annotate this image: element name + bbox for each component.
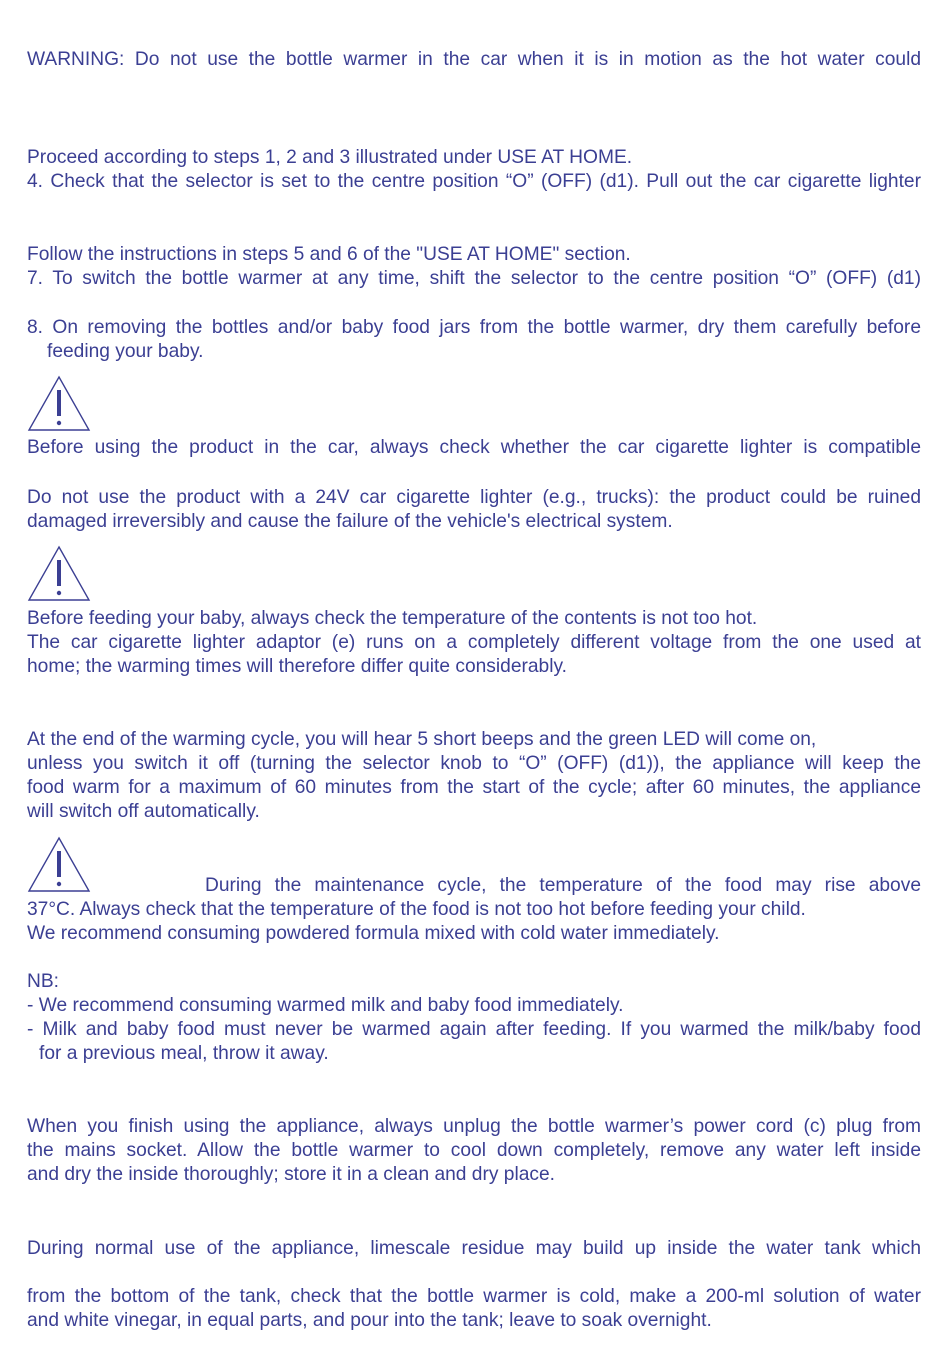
end-cycle-text-3: food warm for a maximum of 60 minutes from the start of the cycle; after 60 minutes, the appliance: [27, 777, 921, 798]
step-8-text: 8. On removing the bottles and/or baby food jars from the bottle warmer, dry them carefully before: [27, 317, 921, 338]
warning-car-motion: WARNING: Do not use the bottle warmer in the car when it is in motion as the hot water could: [27, 49, 921, 70]
no-24v-text-cont: damaged irreversibly and cause the failure of the vehicle's electrical system.: [27, 511, 673, 532]
warning-triangle-icon: [26, 374, 92, 432]
end-cycle-text-2: unless you switch it off (turning the selector knob to “O” (OFF) (d1)), the appliance will keep the: [27, 753, 921, 774]
proceed-steps-text: Proceed according to steps 1, 2 and 3 illustrated under USE AT HOME.: [27, 147, 633, 168]
finish-using-text-2: the mains socket. Allow the bottle warmer to cool down completely, remove any water left inside: [27, 1140, 921, 1161]
finish-using-text-3: and dry the inside thoroughly; store it in a clean and dry place.: [27, 1164, 555, 1185]
nb-item-2-cont: for a previous meal, throw it away.: [39, 1043, 329, 1064]
finish-using-text: When you finish using the appliance, always unplug the bottle warmer’s power cord (c) plug from: [27, 1116, 921, 1137]
nb-heading: NB:: [27, 971, 59, 992]
limescale-text: During normal use of the appliance, limescale residue may build up inside the water tank which: [27, 1238, 921, 1259]
adaptor-voltage-text-cont: home; the warming times will therefore differ quite considerably.: [27, 656, 567, 677]
step-8-text-cont: feeding your baby.: [47, 341, 204, 362]
vinegar-solution-text: from the bottom of the tank, check that the bottle warmer is cold, make a 200-ml solution of water: [27, 1286, 921, 1307]
nb-item-1: - We recommend consuming warmed milk and baby food immediately.: [27, 995, 624, 1016]
maintenance-cycle-text: During the maintenance cycle, the temperature of the food may rise above: [205, 875, 921, 896]
no-24v-text: Do not use the product with a 24V car cigarette lighter (e.g., trucks): the product could be ruined: [27, 487, 921, 508]
follow-instructions-text: Follow the instructions in steps 5 and 6 of the "USE AT HOME" section.: [27, 244, 631, 265]
warning-triangle-icon: [26, 544, 92, 602]
vinegar-solution-text-2: and white vinegar, in equal parts, and pour into the tank; leave to soak overnight.: [27, 1310, 712, 1331]
before-using-car-text: Before using the product in the car, always check whether the car cigarette lighter is compatible: [27, 437, 921, 458]
warning-triangle-icon: [26, 835, 92, 893]
maintenance-cycle-text-2: 37°C. Always check that the temperature of the food is not too hot before feeding your child.: [27, 899, 806, 920]
step-7-text: 7. To switch the bottle warmer at any time, shift the selector to the centre position “O” (OFF) (d1): [27, 268, 921, 289]
before-feeding-text: Before feeding your baby, always check the temperature of the contents is not too hot.: [27, 608, 758, 629]
end-cycle-text-4: will switch off automatically.: [27, 801, 260, 822]
step-4-text: 4. Check that the selector is set to the centre position “O” (OFF) (d1). Pull out the car cigarette lighter: [27, 171, 921, 192]
adaptor-voltage-text: The car cigarette lighter adaptor (e) runs on a completely different voltage from the one used at: [27, 632, 921, 653]
end-cycle-text: At the end of the warming cycle, you will hear 5 short beeps and the green LED will come on,: [27, 729, 817, 750]
nb-item-2: - Milk and baby food must never be warmed again after feeding. If you warmed the milk/baby food: [27, 1019, 921, 1040]
powdered-formula-text: We recommend consuming powdered formula mixed with cold water immediately.: [27, 923, 720, 944]
